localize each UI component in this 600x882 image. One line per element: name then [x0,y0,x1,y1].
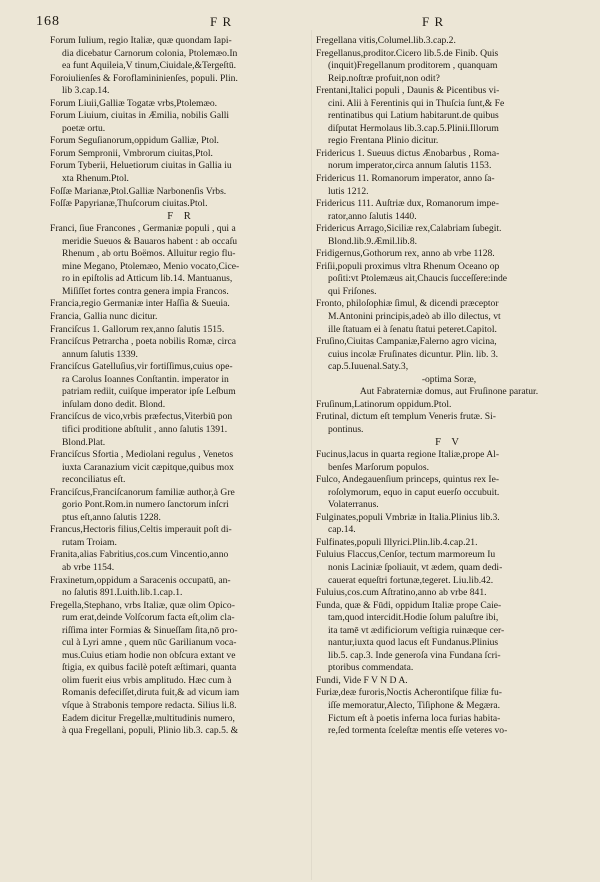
running-head-right: F R [422,14,445,29]
text-line: Foroiulienſes & Foroflamininienſes, populi. Plin. [50,72,238,84]
text-line: Fuluius,cos.cum Aſtratino,anno ab vrbe 841. [316,587,487,599]
text-line: cauerat equeſtri fortunæ,tegeret. Liu.lib.42. [328,574,494,586]
text-line: Volaterranus. [328,499,379,511]
text-line: Fridericus 11. Romanorum imperator, anno ſa- [316,173,495,185]
text-line: vſque à Strabonis tempore redacta. Silius li.8. [62,699,237,711]
text-line: Franciſcus Petrarcha , poeta nobilis Romæ, circa [50,336,236,348]
text-line: ea funt Aquileia,V tinum,Ciuidale,&Tergeſtū. [62,60,237,72]
text-line: rum erat,deinde Volſcorum facta eſt,olim cla- [62,612,235,624]
text-line: mine Megano, Ptolemæo, Menio vocato,Cice- [62,260,240,272]
text-line: ra Carolus Ioannes Conſtantin. imperator in [62,373,229,385]
text-line: Blond.Plat. [62,436,106,448]
text-line: no ſalutis 891.Luith.lib.1.cap.1. [62,587,183,599]
text-line: inſulam dono dedit. Blond. [62,398,166,410]
text-line: Fuluius Flaccus,Cenſor, tectum marmoreum Iu [316,549,496,561]
text-line: Foſſæ Marianæ,Ptol.Galliæ Narbonenſis Vrbs. [50,185,227,197]
text-line: mus.Cuius etiam hodie non obſcura extant ve [62,649,236,661]
text-line: Forum Liuium, ciuitas in Æmilia, nobilis Galli [50,110,230,122]
text-line: cap.14. [328,524,356,536]
text-line: benſes Marſorum populos. [328,461,429,473]
text-line: ille ſtatuam ei à ſenatu ſtatui peteret.Capitol. [328,323,497,335]
page-header [0,14,600,34]
running-head-left: F R [210,14,233,29]
text-line: (inquit)Fregellanum proditorem , quanquam [328,60,498,72]
text-line: Rhenum , ab ortu Boëmos. Alluitur regio flu- [62,248,236,260]
text-line: Fruſinum,Latinorum oppidum.Ptol. [316,398,452,410]
text-line: Fridigernus,Gothorum rex, anno ab vrbe 1128. [316,248,495,260]
text-line: Fraxinetum,oppidum a Saracenis occupatū, an- [50,574,231,586]
text-line: nantur,iuxta quod lacus eſt Fundanus.Plinius [328,637,499,649]
text-line: patriam rediit, cuiſque imperator ipſe Leſbum [62,386,236,398]
text-line: iſſe memoratur,Alecto, Tiſiphone & Megæra. [328,699,501,711]
text-line: poſiti:vt Ptolemæus ait,Chaucis ſucceſſere:inde [328,273,508,285]
text-line: qui Friſones. [328,285,377,297]
text-line: re,ſed tormenta ſceleſtæ mentis eſſe veteres vo- [328,725,508,737]
text-line: pontinus. [328,423,364,435]
text-line: lib.5. cap.3. Inde generoſa vina Fundana ſcri- [328,649,501,661]
text-line: Frentani,Italici populi , Daunis & Picentibus vi- [316,85,500,97]
text-line: Friſii,populi proximus vltra Rhenum Oceano op [316,260,500,272]
text-line: tifici proditione abſtulit , anno ſalutis 1391. [62,423,228,435]
text-line: -optima Soræ, [421,373,477,385]
text-line: Aut Fabraterniæ domus, aut Fruſinone paratur. [359,386,539,398]
text-line: Fundi, Vide F V N D A. [316,674,408,686]
text-line: Fulfinates,populi Illyrici.Plin.lib.4.cap.21. [316,536,478,548]
text-line: cap.5.Iuuenal.Saty.3, [328,361,409,373]
text-line: rentinatibus qui Latium habitarunt.de quibus [328,110,499,122]
text-line: Fregellana vitis,Columel.lib.3.cap.2. [316,35,456,46]
text-line: Fridericus 111. Auſtriæ dux, Romanorum impe- [316,198,499,210]
text-line: Fulco, Andegauenſium princeps, quintus rex Ie- [316,474,500,486]
text-line: gorio Pont.Rom.in numero ſanctorum inſcri [62,499,229,511]
text-line: ſtigia, ex quibus facilè poteſt æſtimari, quanta [62,662,237,674]
text-line: cul à Lyri amne , quem nūc Garilianum voca- [62,637,237,649]
text-line: reconciliatus eſt. [62,474,126,486]
text-line: Romanis defeciſſet,diruta fuit,& ad vicum iam [62,687,240,699]
text-line: Forum Liuii,Galliæ Togatæ vrbs,Ptolemæo. [50,97,218,109]
text-line: Fridericus Arrago,Siciliæ rex,Calabriam ſubegit. [316,223,502,235]
text-line: ab vrbe 1154. [62,561,115,573]
section-heading: F R [167,210,195,222]
text-line: annum ſalutis 1339. [62,348,138,360]
text-line: à qua Fregellani, populi, Plinio lib.3. cap.5. & [62,725,239,737]
text-line: Franciſcus Sfortia , Mediolani regulus , Venetos [50,449,234,461]
text-line: Franci, ſiue Francones , Germaniæ populi , qui a [50,223,236,235]
section-heading: F V [435,436,463,448]
text-line: olim fuerit eius vrbis amplitudo. Hæc cum à [62,674,232,686]
text-line: Forum Seguſianorum,oppidum Galliæ, Ptol. [50,135,219,147]
text-line: Franciſcus de vico,vrbis præfectus,Viterbiū pon [50,411,233,423]
page-number: 168 [36,14,60,29]
text-line: poetæ ortu. [62,122,106,134]
text-line: Funda, quæ & Fūdi, oppidum Italiæ prope Caie- [316,599,502,611]
text-line: rator,anno ſalutis 1440. [328,210,417,222]
text-line: Eadem dicitur Fregellæ,multitudinis numero, [62,712,235,724]
text-line: Foſſæ Papyrianæ,Thuſcorum ciuitas.Ptol. [50,198,208,210]
text-line: Fictum eſt à poetis inferna loca furias habita- [328,712,501,724]
text-line: regio Frentana Plinio dicitur. [328,135,439,147]
text-line: riſſima inter Formias & Sinueſſam ſita,nō pro- [62,624,238,636]
text-line: Forum Iulium, regio Italiæ, quæ quondam Iapi- [50,35,232,46]
text-line: Furiæ,deæ furoris,Noctis Acherontiſque filiæ fu- [316,687,502,699]
text-line: Francus,Hectoris filius,Celtis imperauit poſt di- [50,524,232,536]
text-line: Frutinal, dictum eſt templum Veneris frutæ. Si- [316,411,496,423]
text-line: rutam Troiam. [62,536,117,548]
text-line: roſolymorum, equo in caput euerſo occubuit. [328,486,500,498]
text-line: Fruſino,Ciuitas Campaniæ,Falerno agro vicina, [316,336,497,348]
text-line: Francia, Gallia nunc dicitur. [50,311,158,323]
text-line: Forum Sempronii, Vmbrorum ciuitas,Ptol. [50,147,213,159]
text-line: Franita,alias Fabritius,cos.cum Vincentio,anno [50,549,229,561]
text-line: M.Antonini principis,adeò ab illo dilectus, vt [328,311,501,323]
text-line: xta Rhenum.Ptol. [62,173,129,185]
text-line: diſputat Hermolaus lib.3.cap.5.Plinii.Illorum [328,122,499,134]
text-line: Fulginates,populi Vmbriæ in Italia.Plinius lib.3. [316,511,500,523]
text-line: Fridericus 1. Sueuus dictus Ænobarbus , Roma- [316,147,500,159]
text-line: Miſiſſet fortes contra genera impia Francos. [62,285,229,297]
text-line: Reip.noſtræ profuit,non odit? [328,72,440,84]
text-line: iuxta Caranazium vicit cæpitque,quibus mox [62,461,234,473]
text-line: Forum Tyberii, Heluetiorum ciuitas in Gallia iu [50,160,232,172]
text-line: cini. Alii à Ferentinis qui in Thuſcia ſunt,& Fe [328,97,505,109]
right-column [316,35,582,738]
text-line: Fregella,Stephano, vrbs Italiæ, quæ olim Opico- [50,599,235,611]
text-line: Franciſcus,Franciſcanorum familiæ author,à Gre [50,486,235,498]
text-line: ro in epiſtolis ad Atticum lib.14. Mantuanus, [62,273,233,285]
text-line: dia dicebatur Carnorum colonia, Ptolemæo.In [62,47,238,59]
text-line: nonis Laciniæ ſpoliauit, vt ædem, quam dedi- [328,561,503,573]
text-line: meridie Sueuos & Bauaros habent : ab occaſu [62,235,238,247]
text-line: Fregellanus,proditor.Cicero lib.5.de Finib. Quis [316,47,499,59]
text-line: Blond.lib.9.Æmil.lib.8. [328,235,418,247]
text-line: Fucinus,lacus in quarta regione Italiæ,prope Al- [316,449,500,461]
text-line: Franciſcus 1. Gallorum rex,anno ſalutis 1515. [50,323,225,335]
text-line: cuius incolæ Fruſinates dicuntur. Plin. lib. 3. [328,348,499,360]
text-line: ita tamē vt ædificiorum veſtigia ruinæque cer- [328,624,505,636]
text-line: ptus eſt,anno ſalutis 1228. [62,511,161,523]
text-line: Francia,regio Germaniæ inter Haſſia & Sueuia. [50,298,230,310]
text-line: lutis 1212. [328,185,369,197]
text-line: lib 3.cap.14. [62,85,110,97]
text-line: Fronto, philoſophiæ ſimul, & dicendi præceptor [316,298,499,310]
left-column [50,35,312,738]
text-line: ptoribus commendata. [328,662,414,674]
text-line: tam,quod intercidit.Hodie ſolum paluſtre ibi, [328,612,499,624]
text-line: Franciſcus Gatelluſius,vir fortiſſimus,cuius ope- [50,361,233,373]
text-line: norum imperator,circa annum ſalutis 1153. [328,160,492,172]
